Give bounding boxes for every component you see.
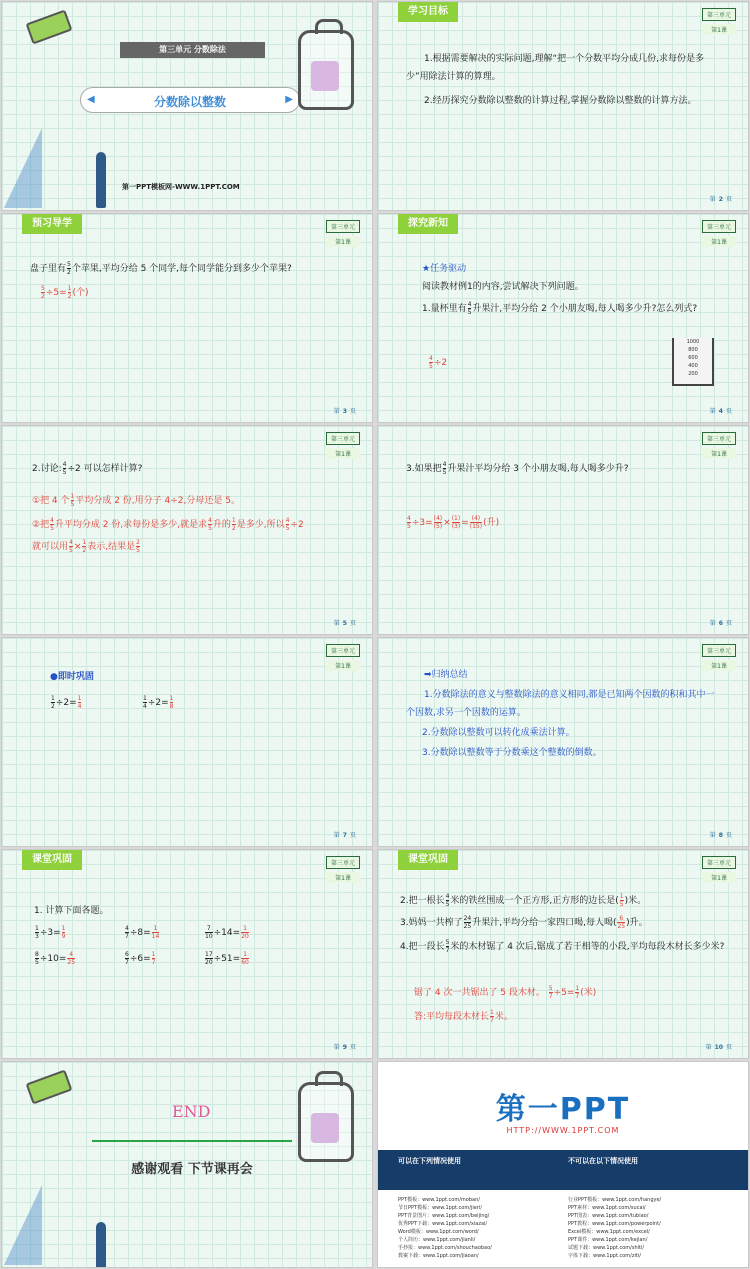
exercise-heading: ●即时巩固 (50, 672, 94, 682)
pen-icon (96, 152, 106, 208)
link[interactable]: PPT素材：www.1ppt.com/sucai/ (568, 1205, 646, 1211)
answer: $\frac{5}{2}$ ÷5= $\frac{1}{2}$ (个) (41, 285, 89, 300)
summary-2: 2.分数除以整数可以转化成乘法计算。 (422, 728, 575, 738)
unit-badge: 第三单元 第1课 (326, 856, 360, 883)
slide-2[interactable] (377, 1, 749, 211)
page-number: 第 10 页 (705, 1044, 732, 1051)
link[interactable]: 优秀PPT下载：www.1ppt.com/xiazai/ (398, 1221, 488, 1227)
link[interactable]: 节日PPT模板：www.1ppt.com/jieri/ (398, 1205, 482, 1211)
unit-badge: 第三单元 第1课 (326, 220, 360, 247)
divider (92, 1140, 292, 1142)
section-tab: 探究新知 (398, 214, 458, 234)
slide-9[interactable] (1, 849, 373, 1059)
summary-1: 1.分数除法的意义与整数除法的意义相同,都是已知两个因数的积和其中一个因数,求另一个因数的运算。 (406, 690, 715, 718)
slide-5[interactable] (1, 425, 373, 635)
eraser-icon (26, 9, 73, 44)
links-left (398, 1196, 492, 1260)
slide-10[interactable] (377, 849, 749, 1059)
page-number: 第 8 页 (709, 832, 732, 839)
link[interactable]: 教案下载：www.1ppt.com/jiaoan/ (398, 1253, 479, 1259)
goal-1: 1.根据需要解决的实际问题,理解“把一个分数平均分成几份,求每份是多少”用除法计算的算理。 (406, 54, 704, 82)
summary-heading: ➡归纳总结 (424, 670, 468, 680)
answer-4-final: 答:平均每段木材长 $\frac{1}{7}$ 米。 (414, 1009, 513, 1024)
task-heading: ★任务驱动 (422, 264, 467, 274)
question: 3.如果把 $\frac{4}{5}$ 升果汁平均分给 3 个小朋友喝,每人喝多少升? (406, 461, 629, 476)
usage-banner (378, 1150, 749, 1190)
unit-badge: 第三单元 第1课 (702, 220, 736, 247)
section-tab: 课堂巩固 (398, 850, 458, 870)
exercise-1: $\frac{1}{2}$ ÷2= $\frac{1}{4}$ (51, 695, 82, 710)
link[interactable]: 个人简历：www.1ppt.com/jianli/ (398, 1237, 476, 1243)
slide-8[interactable] (377, 637, 749, 847)
page-number: 第 3 页 (333, 408, 356, 415)
eraser-icon (26, 1069, 73, 1104)
link[interactable]: Word模板：www.1ppt.com/word/ (398, 1229, 479, 1235)
question-2: 2.把一根长 $\frac{4}{5}$ 米的铁丝围成一个正方形,正方形的边长是( $\frac{1}{5}$ )米。 (400, 893, 647, 908)
unit-badge: 第三单元 第1课 (702, 856, 736, 883)
equation: $\frac{4}{5}$ ÷3= $\frac{(4)}{(5)}$ × $\frac{(1)}{(3)}$ = $\frac{(4)}{(15)}$ (升) (407, 515, 500, 530)
site-text: 第一PPT模板网-WWW.1PPT.COM (122, 183, 240, 191)
beaker-icon: 1000 800 600 400 200 (672, 338, 714, 386)
backpack-icon (298, 1082, 354, 1162)
page-number: 第 2 页 (709, 196, 732, 203)
link[interactable]: PPT课件：www.1ppt.com/kejian/ (568, 1237, 648, 1243)
page-number: 第 5 页 (333, 620, 356, 627)
slide-title: 分数除以整数 (153, 95, 226, 109)
method-1: ①把 4 个 $\frac{1}{5}$ 平均分成 2 份,用分子 4÷2,分母还是 5。 (32, 493, 240, 508)
question-3: 3.妈妈一共榨了 $\frac{24}{25}$ 升果汁,平均分给一家四口喝,每人喝( $\frac{6}{25}$ )升。 (400, 915, 648, 930)
page-number: 第 4 页 (709, 408, 732, 415)
page-number: 第 6 页 (709, 620, 732, 627)
method-2-cont: 就可以用 $\frac{4}{5}$ × $\frac{1}{2}$ 表示,结果是 $\frac{2}{5}$ (32, 539, 140, 554)
link[interactable]: 行业PPT模板：www.1ppt.com/hangye/ (568, 1197, 662, 1203)
link[interactable]: Excel模板：www.1ppt.com/excel/ (568, 1229, 650, 1235)
summary-3: 3.分数除以整数等于分数乘这个整数的倒数。 (422, 748, 602, 758)
unit-badge: 第三单元 第1课 (702, 644, 736, 671)
slide-1[interactable] (1, 1, 373, 211)
logo: 第一PPT (495, 1092, 631, 1127)
goal-2: 2.经历探究分数除以整数的计算过程,掌握分数除以整数的计算方法。 (424, 96, 697, 106)
unit-badge: 第三单元 第1课 (326, 432, 360, 459)
end-mark: END (172, 1102, 211, 1121)
page-number: 第 7 页 (333, 832, 356, 839)
calc-3: $\frac{7}{10}$ ÷14= $\frac{1}{20}$ (205, 925, 249, 940)
slide-11[interactable] (1, 1061, 373, 1268)
calc-1: $\frac{1}{3}$ ÷3= $\frac{1}{9}$ (35, 925, 66, 940)
backpack-icon (298, 30, 354, 110)
exercise-heading: 1. 计算下面各题。 (34, 906, 109, 916)
calc-5: $\frac{6}{7}$ ÷6= $\frac{1}{7}$ (125, 951, 156, 966)
link[interactable]: PPT模板：www.1ppt.com/moban/ (398, 1197, 480, 1203)
usage-cannot: 不可以在以下情况使用 (568, 1157, 638, 1165)
triangle-ruler-icon (4, 128, 42, 208)
unit-banner: 第三单元 分数除法 (120, 42, 265, 58)
method-2: ②把 $\frac{4}{5}$ 升平均分成 2 份,求每份是多少,就是求 $\frac{4}{5}$ 升的 $\frac{1}{2}$ 是多少,所以 $\frac{4}{5}$ ÷2 (32, 517, 304, 532)
answer: $\frac{4}{5}$ ÷2 (429, 355, 448, 370)
unit-badge: 第三单元 第1课 (702, 432, 736, 459)
slide-3[interactable] (1, 213, 373, 423)
title-bar (80, 87, 300, 113)
link[interactable]: 手抄报：www.1ppt.com/shouchaobao/ (398, 1245, 492, 1251)
exercise-2: $\frac{1}{4}$ ÷2= $\frac{1}{8}$ (143, 695, 174, 710)
answer-4: 锯了 4 次一共锯出了 5 段木材。 $\frac{5}{7}$ ÷5= $\frac{1}{7}$ (米) (414, 985, 597, 1000)
page-number: 第 9 页 (333, 1044, 356, 1051)
triangle-ruler-icon (4, 1185, 42, 1265)
question-1: 1.量杯里有 $\frac{4}{5}$ 升果汁,平均分给 2 个小朋友喝,每人喝多少升?怎么列式? (422, 301, 698, 316)
calc-4: $\frac{8}{5}$ ÷10= $\frac{4}{25}$ (35, 951, 76, 966)
links-right (568, 1196, 661, 1260)
section-tab: 课堂巩固 (22, 850, 82, 870)
link[interactable]: PPT教程：www.1ppt.com/powerpoint/ (568, 1221, 661, 1227)
link[interactable]: PPT背景图片：www.1ppt.com/beijing/ (398, 1213, 490, 1219)
logo-url[interactable]: HTTP://WWW.1PPT.COM (506, 1126, 620, 1135)
slide-7[interactable] (1, 637, 373, 847)
thanks-text: 感谢观看 下节课再会 (131, 1162, 253, 1177)
arrow-right-icon[interactable]: ▶ (285, 94, 293, 105)
question: 盘子里有 $\frac{5}{2}$ 个苹果,平均分给 5 个同学,每个同学能分到多少个苹果? (30, 261, 292, 276)
calc-6: $\frac{17}{20}$ ÷51= $\frac{1}{60}$ (205, 951, 249, 966)
link[interactable]: PPT图表：www.1ppt.com/tubiao/ (568, 1213, 649, 1219)
section-tab: 学习目标 (398, 2, 458, 22)
slide-4[interactable] (377, 213, 749, 423)
link[interactable]: 试题下载：www.1ppt.com/shiti/ (568, 1245, 645, 1251)
slide-12[interactable] (377, 1061, 749, 1268)
question: 2.讨论: $\frac{4}{5}$ ÷2 可以怎样计算? (32, 461, 143, 476)
unit-badge: 第三单元 第1课 (702, 8, 736, 35)
slide-6[interactable] (377, 425, 749, 635)
arrow-left-icon[interactable]: ◀ (87, 94, 95, 105)
unit-badge: 第三单元 第1课 (326, 644, 360, 671)
section-tab: 预习导学 (22, 214, 82, 234)
pen-icon (96, 1222, 106, 1268)
question-4: 4.把一段长 $\frac{5}{7}$ 米的木材锯了 4 次后,锯成了若干相等的小段,平均每段木材长多少米? (400, 939, 725, 954)
link[interactable]: 字体下载：www.1ppt.com/ziti/ (568, 1253, 641, 1259)
calc-2: $\frac{4}{7}$ ÷8= $\frac{1}{14}$ (125, 925, 160, 940)
usage-can: 可以在下列情况使用 (398, 1157, 461, 1165)
task-intro: 阅读教材例1的内容,尝试解决下列问题。 (422, 282, 584, 292)
